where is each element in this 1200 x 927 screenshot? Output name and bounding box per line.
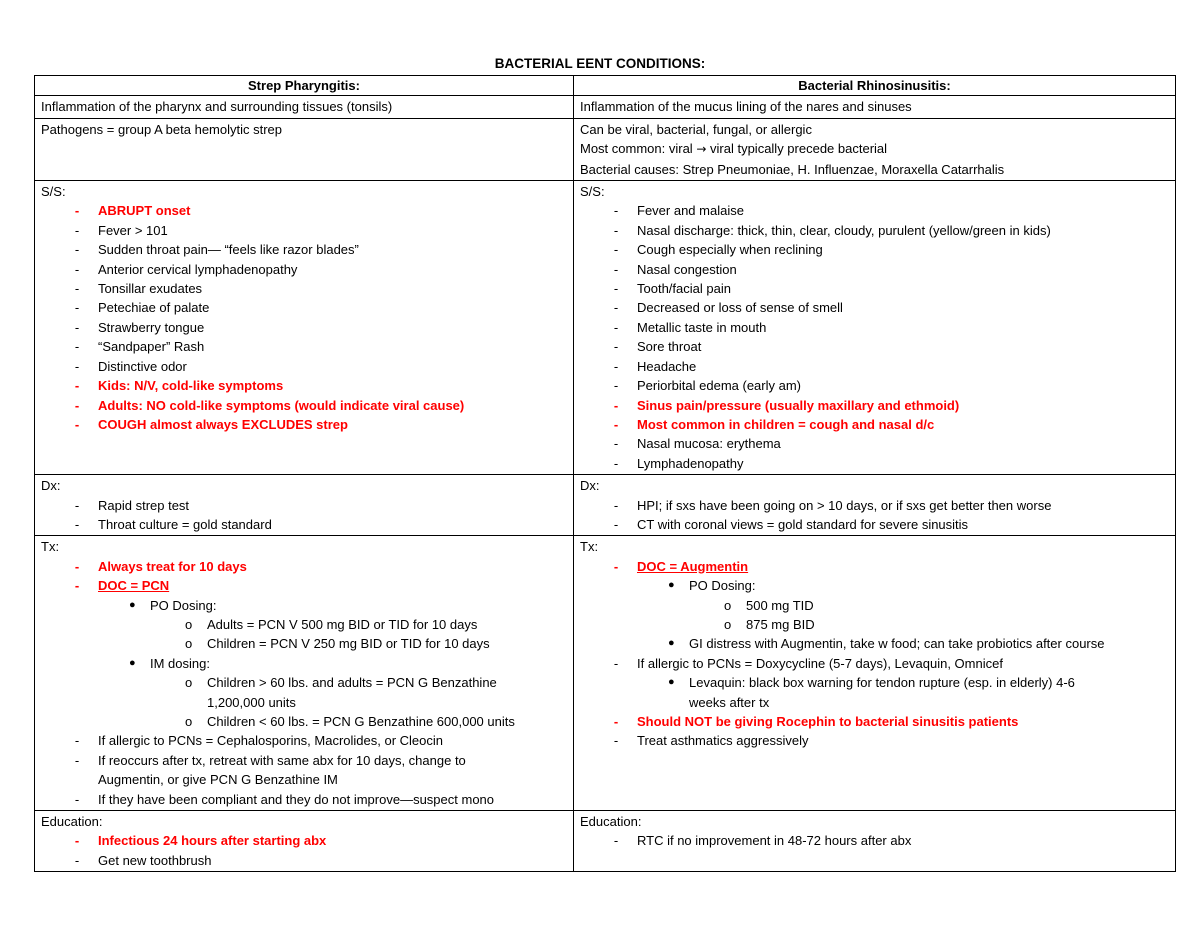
dash-bullet-icon: - [74,261,80,277]
list-item-continued: 1,200,000 units [207,694,296,710]
strep-education [35,811,574,872]
sinus-levaquin-block [580,673,1171,712]
list-item: - DOC = Augmentin [580,557,1171,576]
list-item: - Adults: NO cold-like symptoms (would indicate viral cause) [41,396,569,415]
list-item: o Children = PCN V 250 mg BID or TID for 10 days [41,634,569,653]
section-label: Tx: [580,539,599,555]
treatment-row [35,536,1176,811]
dash-bullet-icon: - [613,222,619,238]
list-item: - If allergic to PCNs = Cephalosporins, Macrolides, or Cleocin [41,731,569,750]
cause-row [35,118,1176,180]
dash-bullet-icon: - [613,281,619,297]
dash-bullet-icon: - [613,378,619,394]
section-label: Education: [41,814,103,830]
dash-bullet-icon: - [613,714,619,729]
sinus-symptoms [574,181,1176,475]
list-item: - If reoccurs after tx, retreat with same abx for 10 days, change to [41,751,569,770]
list-item: ● Levaquin: black box warning for tendon rupture (esp. in elderly) 4-6 [580,673,1171,692]
list-item: - Petechiae of palate [41,298,569,317]
strep-tx-notes [41,731,569,809]
dash-bullet-icon: - [613,319,619,335]
sinus-tx-list [580,557,1171,576]
strep-definition: Inflammation of the pharynx and surrounding tissues (tonsils) [35,96,574,118]
list-item: - Fever and malaise [580,201,1171,220]
sinus-heading: Bacterial Rhinosinusitis: [574,76,1176,96]
list-item: - If they have been compliant and they do not improve—suspect mono [41,790,569,809]
bullet-icon: ● [668,637,675,650]
sinus-tx-notes [580,712,1171,751]
list-item: ● GI distress with Augmentin, take w food; can take probiotics after course [580,634,1171,653]
list-item-continued: weeks after tx [689,694,770,710]
sinus-treatment [574,536,1176,811]
bullet-icon: ● [668,676,675,689]
dash-bullet-icon: - [74,242,80,258]
dash-bullet-icon: - [613,436,619,452]
education-row [35,811,1176,872]
list-item: o 875 mg BID [580,615,1171,634]
dash-bullet-icon: - [74,497,80,513]
dash-bullet-icon: - [74,833,80,849]
dash-bullet-icon: - [74,397,80,413]
strep-pathogens: Pathogens = group A beta hemolytic strep [35,118,574,180]
dash-bullet-icon: - [613,397,619,413]
dash-bullet-icon: - [613,497,619,513]
dash-bullet-icon: - [74,203,80,219]
sinus-po-list [580,596,1171,635]
dash-bullet-icon: - [613,558,619,574]
definition-row [35,96,1176,118]
sinus-definition: Inflammation of the mucus lining of the nares and sinuses [574,96,1176,118]
dash-bullet-icon: - [74,319,80,335]
diagnosis-row [35,475,1176,536]
list-item: - If allergic to PCNs = Doxycycline (5-7 days), Levaquin, Omnicef [580,654,1171,673]
list-item: - Cough especially when reclining [580,240,1171,259]
sinus-symptom-list [580,201,1171,473]
section-label: Education: [580,814,642,830]
list-item: o Children < 60 lbs. = PCN G Benzathine 600,000 units [41,712,569,731]
list-item: - Get new toothbrush [41,851,569,870]
list-item: ● IM dosing: [41,654,569,673]
sinus-diagnosis [574,475,1176,536]
strep-treatment [35,536,574,811]
strep-dx-list [41,496,569,535]
dash-bullet-icon: - [613,733,619,749]
strep-heading: Strep Pharyngitis: [35,76,574,96]
dash-bullet-icon: - [74,578,80,594]
list-item: - DOC = PCN [41,576,569,595]
list-item: - Throat culture = gold standard [41,515,569,534]
sinus-causes [574,118,1176,180]
list-item: - Tonsillar exudates [41,279,569,298]
list-item: - Infectious 24 hours after starting abx [41,831,569,850]
circle-bullet-icon: o [185,675,193,691]
dash-bullet-icon: - [74,852,80,868]
header-row [35,76,1176,96]
cause-text: Most common: viral [580,141,693,157]
page-title: BACTERIAL EENT CONDITIONS: [494,56,706,71]
cause-text: viral typically precede bacterial [710,141,888,157]
list-item: - Anterior cervical lymphadenopathy [41,260,569,279]
circle-bullet-icon: o [185,616,193,632]
list-item: - Distinctive odor [41,357,569,376]
strep-symptom-list [41,201,569,434]
strep-tx-list [41,557,569,596]
list-item: - Should NOT be giving Rocephin to bacterial sinusitis patients [580,712,1171,731]
list-item: ● PO Dosing: [580,576,1171,595]
dash-bullet-icon: - [74,558,80,574]
dash-bullet-icon: - [613,516,619,532]
sinus-po-block [580,576,1171,595]
dash-bullet-icon: - [613,339,619,355]
dash-bullet-icon: - [613,833,619,849]
list-item: - Sinus pain/pressure (usually maxillary and ethmoid) [580,396,1171,415]
section-label: Dx: [580,478,600,494]
dash-bullet-icon: - [74,516,80,532]
list-item: - CT with coronal views = gold standard for severe sinusitis [580,515,1171,534]
list-item: - Kids: N/V, cold-like symptoms [41,376,569,395]
list-item: o Adults = PCN V 500 mg BID or TID for 10 days [41,615,569,634]
dash-bullet-icon: - [74,378,80,394]
strep-im-block [41,654,569,673]
dash-bullet-icon: - [613,300,619,316]
list-item-continued: Augmentin, or give PCN G Benzathine IM [98,772,338,788]
list-item: - Nasal congestion [580,260,1171,279]
dash-bullet-icon: - [613,203,619,219]
circle-bullet-icon: o [724,616,732,632]
list-item: - Strawberry tongue [41,318,569,337]
dash-bullet-icon: - [613,358,619,374]
sinus-cause-line: Bacterial causes: Strep Pneumoniae, H. Influenzae, Moraxella Catarrhalis [580,161,1005,177]
strep-po-list [41,615,569,654]
list-item: - Treat asthmatics aggressively [580,731,1171,750]
strep-symptoms [35,181,574,475]
list-item: - Decreased or loss of sense of smell [580,298,1171,317]
dash-bullet-icon: - [74,300,80,316]
dash-bullet-icon: - [74,281,80,297]
list-item: - Always treat for 10 days [41,557,569,576]
strep-im-list [41,673,569,731]
list-item: - Fever > 101 [41,221,569,240]
list-item: - RTC if no improvement in 48-72 hours after abx [580,831,1171,850]
list-item: - Most common in children = cough and nasal d/c [580,415,1171,434]
sinus-allergy [580,654,1171,673]
sinus-dx-list [580,496,1171,535]
list-item: - Rapid strep test [41,496,569,515]
dash-bullet-icon: - [613,455,619,471]
section-label: S/S: [580,184,605,200]
circle-bullet-icon: o [724,597,732,613]
strep-edu-list [41,831,569,870]
bullet-icon: ● [129,656,136,669]
list-item: - ABRUPT onset [41,201,569,220]
arrow-icon: → [696,142,707,157]
circle-bullet-icon: o [185,636,193,652]
list-item: - Lymphadenopathy [580,454,1171,473]
sinus-cause-line: Can be viral, bacterial, fungal, or allergic [580,121,812,137]
circle-bullet-icon: o [185,714,193,729]
list-item: o Children > 60 lbs. and adults = PCN G Benzathine [41,673,569,692]
strep-po-block [41,596,569,615]
dash-bullet-icon: - [74,416,80,432]
section-label: Dx: [41,478,61,494]
dash-bullet-icon: - [613,416,619,432]
dash-bullet-icon: - [74,752,80,768]
section-label: Tx: [41,539,60,555]
list-item: - Sudden throat pain— “feels like razor blades” [41,240,569,259]
conditions-table [34,75,1176,872]
bullet-icon: ● [668,579,675,592]
list-item: - HPI; if sxs have been going on > 10 days, or if sxs get better then worse [580,496,1171,515]
sinus-edu-list [580,831,1171,850]
list-item: - Headache [580,357,1171,376]
list-item: - Periorbital edema (early am) [580,376,1171,395]
dash-bullet-icon: - [74,358,80,374]
section-label: S/S: [41,184,66,200]
dash-bullet-icon: - [74,791,80,807]
list-item: - Sore throat [580,337,1171,356]
list-item: - Nasal discharge: thick, thin, clear, cloudy, purulent (yellow/green in kids) [580,221,1171,240]
strep-diagnosis [35,475,574,536]
dash-bullet-icon: - [613,242,619,258]
dash-bullet-icon: - [74,733,80,749]
dash-bullet-icon: - [74,339,80,355]
dash-bullet-icon: - [613,655,619,671]
sinus-cause-line [580,139,1171,159]
list-item: - COUGH almost always EXCLUDES strep [41,415,569,434]
list-item: ● PO Dosing: [41,596,569,615]
list-item: o 500 mg TID [580,596,1171,615]
dash-bullet-icon: - [74,222,80,238]
list-item: - Nasal mucosa: erythema [580,434,1171,453]
sinus-gi-block [580,634,1171,653]
dash-bullet-icon: - [613,261,619,277]
list-item: - “Sandpaper” Rash [41,337,569,356]
list-item: - Tooth/facial pain [580,279,1171,298]
sinus-education [574,811,1176,872]
list-item: - Metallic taste in mouth [580,318,1171,337]
bullet-icon: ● [129,598,136,611]
symptoms-row [35,181,1176,475]
